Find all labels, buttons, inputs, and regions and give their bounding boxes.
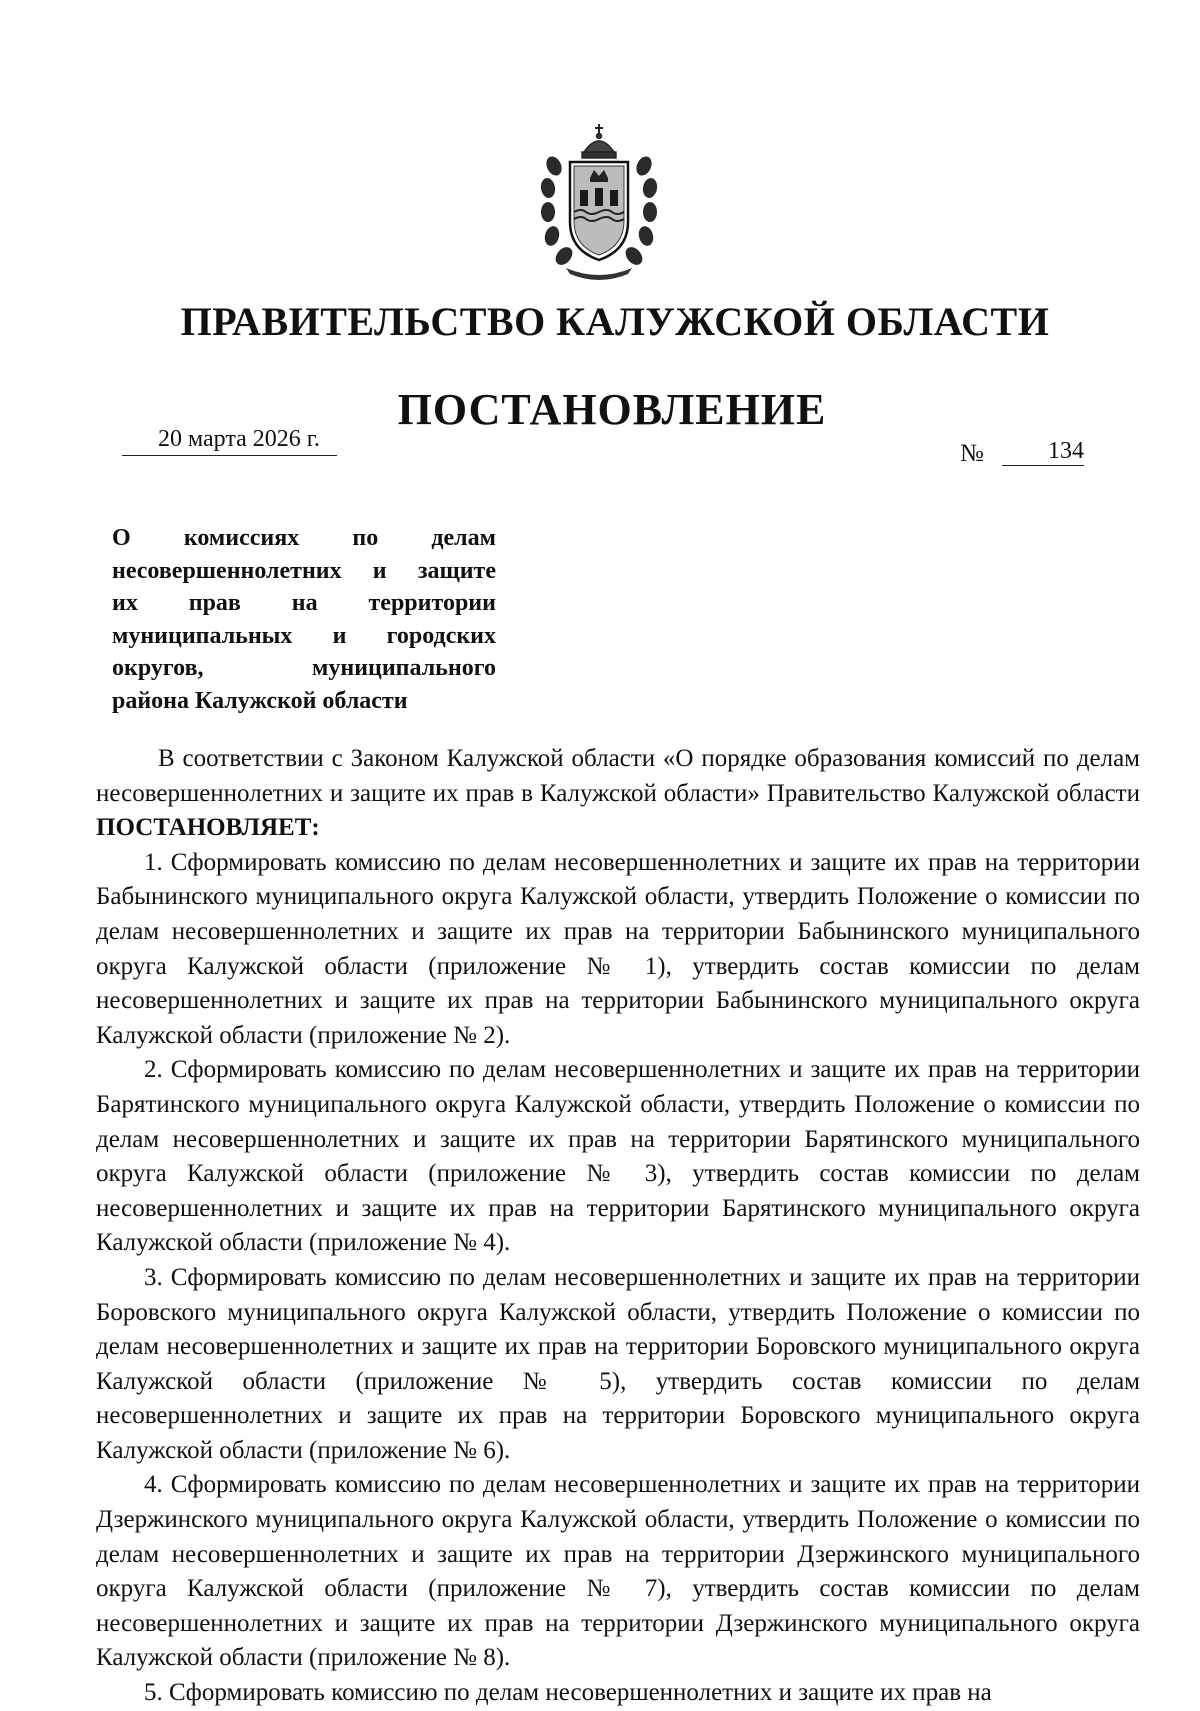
subject-word: несовершеннолетних <box>112 557 342 584</box>
resolution-item: 1. Сформировать комиссию по делам несовершеннолетних и защите их прав на территории Бабынинского муниципального округа Калужской области, утвердить Положение о комиссии по делам несовершеннолетних и защите их прав на территории Бабынинского муниципального округа Калужской области (приложение № 1), утвердить состав комиссии по делам несовершеннолетних и защите их прав на территории Бабынинского муниципального округа Калужской области (приложение № 2). <box>96 848 1140 1049</box>
number-sign: № <box>960 440 984 467</box>
subject-word: района Калужской области <box>112 687 408 714</box>
subject-word: прав <box>188 590 241 616</box>
subject-word: муниципальных <box>112 622 293 649</box>
government-name: ПРАВИТЕЛЬСТВО КАЛУЖСКОЙ ОБЛАСТИ <box>180 299 1050 344</box>
resolution-item: 3. Сформировать комиссию по делам несовершеннолетних и защите их прав на территории Боровского муниципального округа Калужской области, утвердить Положение о комиссии по делам несовершеннолетних и защите их прав на территории Боровского муниципального округа Калужской области (приложение № 5), утвердить состав комиссии по делам несовершеннолетних и защите их прав на территории Боровского муниципального округа Калужской области (приложение № 6). <box>96 1263 1140 1464</box>
subject-word: на <box>291 590 318 616</box>
subject-word: и <box>372 557 387 584</box>
subject-line <box>112 652 496 685</box>
subject-word: по <box>352 525 379 551</box>
resolves-keyword: ПОСТАНОВЛЯЕТ: <box>96 814 320 842</box>
subject-word: муниципального <box>312 655 496 681</box>
subject-word: защите <box>417 557 496 584</box>
document-date: 20 марта 2026 г. <box>122 426 337 456</box>
subject-word: и <box>332 622 347 649</box>
subject-word: городских <box>386 622 496 649</box>
subject-word: территории <box>368 590 496 616</box>
document-body <box>96 742 1140 1711</box>
resolution-item: 5. Сформировать комиссию по делам несовершеннолетних и защите их прав на <box>144 1679 992 1707</box>
subject-word: комиссиях <box>183 525 300 551</box>
number-value: 134 <box>1002 438 1084 466</box>
subject-word: округов, <box>112 655 204 681</box>
document-subject <box>112 522 496 717</box>
subject-word: их <box>112 590 138 616</box>
subject-line <box>112 685 496 718</box>
document-type-title: ПОСТАНОВЛЕНИЕ <box>397 385 827 434</box>
subject-line <box>112 620 496 653</box>
intro-paragraph <box>96 742 1140 846</box>
coat-of-arms-icon <box>536 122 662 280</box>
resolution-item: 4. Сформировать комиссию по делам несовершеннолетних и защите их прав на территории Дзержинского муниципального округа Калужской области, утвердить Положение о комиссии по делам несовершеннолетних и защите их прав на территории Дзержинского муниципального округа Калужской области (приложение № 7), утвердить состав комиссии по делам несовершеннолетних и защите их прав на территории Дзержинского муниципального округа Калужской области (приложение № 8). <box>96 1471 1140 1672</box>
subject-word: делам <box>431 525 496 551</box>
subject-word: О <box>112 525 131 551</box>
subject-line <box>112 587 496 620</box>
intro-text: В соответствии с Законом Калужской области «О порядке образования комиссий по делам несовершеннолетних и защите их прав в Калужской области» Правительство Калужской области <box>96 745 1140 807</box>
resolution-item: 2. Сформировать комиссию по делам несовершеннолетних и защите их прав на территории Барятинского муниципального округа Калужской области, утвердить Положение о комиссии по делам несовершеннолетних и защите их прав на территории Барятинского муниципального округа Калужской области (приложение № 3), утвердить состав комиссии по делам несовершеннолетних и защите их прав на территории Барятинского муниципального округа Калужской области (приложение № 4). <box>96 1056 1140 1257</box>
document-number <box>960 432 1118 472</box>
subject-line <box>112 522 496 555</box>
subject-line <box>112 555 496 588</box>
